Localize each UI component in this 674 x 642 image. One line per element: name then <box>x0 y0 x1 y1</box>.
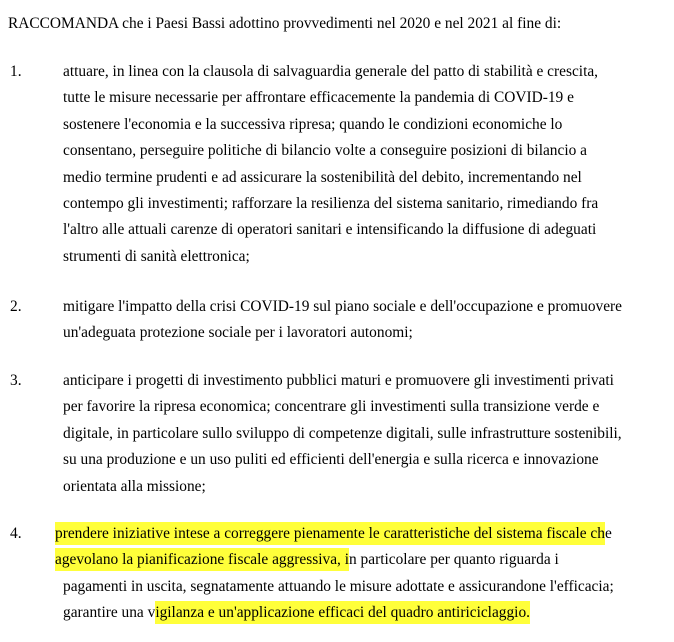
text-line: anticipare i progetti di investimento pubblici maturi e promuovere gli investimenti privati <box>63 372 614 389</box>
item-number: 2. <box>10 298 22 315</box>
text-line: consentano, perseguire politiche di bilancio volte a conseguire posizioni di bilancio a <box>63 142 587 160</box>
text-line: per favorire la ripresa economica; concentrare gli investimenti sulla transizione verde e <box>63 398 600 416</box>
text-line: l'altro alle attuali carenze di operatori sanitari e intensificando la diffusione di adeguati <box>63 221 597 239</box>
intro-sentence: RACCOMANDA che i Paesi Bassi adottino provvedimenti nel 2020 e nel 2021 al fine di: <box>8 15 562 32</box>
text-line: contempo gli investimenti; rafforzare la resilienza del sistema sanitario, rimediando fra <box>63 194 599 212</box>
item-number: 1. <box>10 63 22 80</box>
plain-text: e <box>604 525 612 542</box>
item-number: 3. <box>10 372 22 389</box>
plain-text: n particolare per quanto riguarda i <box>349 551 559 569</box>
text-line: su una produzione e un uso puliti ed efficienti dell'energia e sulla ricerca e innovazione <box>63 451 599 469</box>
highlighted-text: prendere iniziative intese a correggere pienamente le caratteristiche del sistema fiscale ch <box>55 522 605 545</box>
text-line: sostenere l'economia e la successiva ripresa; quando le condizioni economiche lo <box>63 115 563 133</box>
highlighted-text: agevolano la pianificazione fiscale aggressiva, i <box>55 548 349 571</box>
highlighted-text: igilanza e un'applicazione efficaci del quadro antiriciclaggio. <box>155 601 530 624</box>
text-line: orientata alla missione; <box>63 477 206 495</box>
text-line: tutte le misure necessarie per affrontare efficacemente la pandemia di COVID-19 e <box>63 89 574 107</box>
text-line <box>55 550 614 576</box>
item-text <box>63 297 622 350</box>
item-text <box>55 524 614 630</box>
text-line <box>55 577 614 603</box>
plain-text: garantire una v <box>63 604 156 622</box>
text-line: attuare, in linea con la clausola di salvaguardia generale del patto di stabilità e crescita, <box>63 63 599 80</box>
text-line <box>55 524 614 550</box>
text-line: mitigare l'impatto della crisi COVID-19 sul piano sociale e dell'occupazione e promuovere <box>63 298 623 315</box>
text-line: un'adeguata protezione sociale per i lavoratori autonomi; <box>63 324 413 342</box>
text-line: digitale, in particolare sullo sviluppo di competenze digitali, sulle infrastrutture sostenibili, <box>63 424 622 442</box>
item-text <box>63 62 598 273</box>
text-line <box>55 603 614 629</box>
item-text <box>63 371 622 503</box>
text-line: medio termine prudenti e ad assicurare la sostenibilità del debito, incrementando nel <box>63 168 582 186</box>
text-line: strumenti di sanità elettronica; <box>63 247 250 265</box>
item-number: 4. <box>10 525 22 542</box>
plain-text: pagamenti in uscita, segnatamente attuando le misure adottate e assicurandone l'efficacia; <box>63 577 614 595</box>
